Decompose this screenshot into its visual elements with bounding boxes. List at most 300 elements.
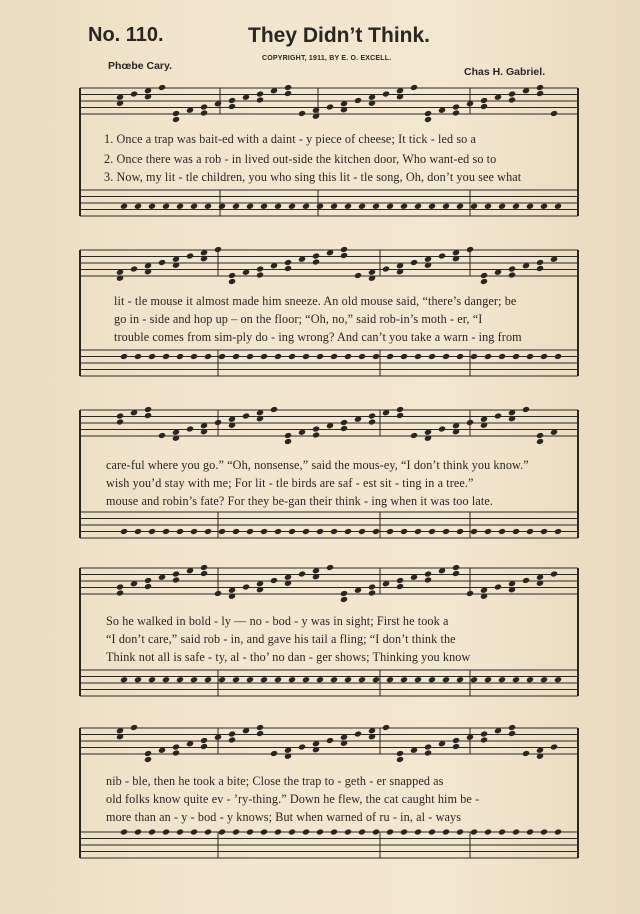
note-head bbox=[200, 737, 208, 744]
note-head bbox=[162, 828, 170, 835]
note-head bbox=[176, 676, 184, 683]
note-head bbox=[340, 246, 348, 253]
note-head bbox=[382, 724, 390, 731]
note-head bbox=[540, 203, 548, 210]
note-head bbox=[144, 583, 152, 590]
note-head bbox=[246, 828, 254, 835]
note-head bbox=[536, 84, 544, 91]
note-head bbox=[428, 353, 436, 360]
note-head bbox=[274, 203, 282, 210]
note-head bbox=[274, 676, 282, 683]
note-head bbox=[484, 353, 492, 360]
note-head bbox=[480, 736, 488, 743]
note-head bbox=[536, 90, 544, 97]
note-head bbox=[442, 528, 450, 535]
note-head bbox=[134, 528, 142, 535]
note-head bbox=[368, 412, 376, 419]
note-head bbox=[372, 676, 380, 683]
note-head bbox=[200, 743, 208, 750]
note-head bbox=[470, 203, 478, 210]
note-head bbox=[354, 97, 362, 104]
note-head bbox=[410, 432, 418, 439]
note-head bbox=[400, 676, 408, 683]
note-head bbox=[232, 676, 240, 683]
note-head bbox=[246, 676, 254, 683]
note-head bbox=[298, 110, 306, 117]
note-head bbox=[172, 110, 180, 117]
note-head bbox=[512, 676, 520, 683]
note-head bbox=[358, 353, 366, 360]
note-head bbox=[428, 528, 436, 535]
note-head bbox=[372, 828, 380, 835]
note-head bbox=[400, 353, 408, 360]
note-head bbox=[550, 570, 558, 577]
note-head bbox=[284, 432, 292, 439]
note-head bbox=[442, 828, 450, 835]
composer-credit: Chas H. Gabriel. bbox=[464, 66, 546, 78]
note-head bbox=[480, 97, 488, 104]
note-head bbox=[134, 828, 142, 835]
note-head bbox=[522, 406, 530, 413]
note-head bbox=[172, 743, 180, 750]
note-head bbox=[522, 577, 530, 584]
note-head bbox=[260, 528, 268, 535]
note-head bbox=[326, 737, 334, 744]
note-head bbox=[144, 756, 152, 763]
lyric-line-s5-v3: more than an - y - bod - y knows; But when warned of ru - in, al - ways bbox=[106, 810, 462, 824]
note-head bbox=[148, 353, 156, 360]
lyric-line-s1-v1: 1. Once a trap was bait-ed with a daint - y piece of cheese; It tick - led so a bbox=[104, 132, 477, 146]
note-head bbox=[396, 750, 404, 757]
note-head bbox=[260, 828, 268, 835]
note-head bbox=[256, 96, 264, 103]
note-head bbox=[470, 676, 478, 683]
note-head bbox=[116, 412, 124, 419]
note-head bbox=[242, 583, 250, 590]
note-head bbox=[284, 438, 292, 445]
note-head bbox=[452, 103, 460, 110]
note-head bbox=[466, 590, 474, 597]
note-head bbox=[344, 676, 352, 683]
note-head bbox=[316, 676, 324, 683]
note-head bbox=[172, 116, 180, 123]
lyric-line-s3-v1: care-ful where you go.” “Oh, nonsense,” said the mous-ey, “I don’t think you know.” bbox=[106, 458, 529, 472]
note-head bbox=[372, 353, 380, 360]
note-head bbox=[200, 564, 208, 571]
note-head bbox=[358, 528, 366, 535]
note-head bbox=[438, 425, 446, 432]
note-head bbox=[442, 353, 450, 360]
note-head bbox=[340, 419, 348, 426]
note-head bbox=[200, 570, 208, 577]
note-head bbox=[428, 676, 436, 683]
note-head bbox=[186, 425, 194, 432]
note-head bbox=[470, 353, 478, 360]
note-head bbox=[554, 828, 562, 835]
lyric-line-s4-v2: “I don’t care,” said rob - in, and gave his tail a fling; “I don’t think the bbox=[106, 632, 456, 646]
note-head bbox=[190, 528, 198, 535]
note-head bbox=[162, 528, 170, 535]
note-head bbox=[372, 203, 380, 210]
note-head bbox=[498, 676, 506, 683]
note-head bbox=[400, 203, 408, 210]
note-head bbox=[162, 353, 170, 360]
note-head bbox=[218, 353, 226, 360]
note-head bbox=[386, 203, 394, 210]
note-head bbox=[466, 419, 474, 426]
note-head bbox=[260, 203, 268, 210]
note-head bbox=[344, 528, 352, 535]
note-head bbox=[274, 828, 282, 835]
note-head bbox=[452, 737, 460, 744]
note-head bbox=[554, 203, 562, 210]
note-head bbox=[120, 676, 128, 683]
note-head bbox=[484, 828, 492, 835]
note-head bbox=[526, 676, 534, 683]
note-head bbox=[288, 676, 296, 683]
note-head bbox=[386, 676, 394, 683]
note-head bbox=[288, 353, 296, 360]
note-head bbox=[484, 203, 492, 210]
note-head bbox=[190, 203, 198, 210]
lyric-line-s1-v3: 3. Now, my lit - tle children, you who sing this lit - tle song, Oh, don’t you see what bbox=[104, 170, 522, 184]
note-head bbox=[354, 272, 362, 279]
note-head bbox=[288, 828, 296, 835]
note-head bbox=[526, 828, 534, 835]
lyric-line-s3-v3: mouse and robin’s fate? For they be-gan their think - ing when it was too late. bbox=[106, 494, 493, 508]
note-head bbox=[148, 828, 156, 835]
note-head bbox=[274, 528, 282, 535]
note-head bbox=[186, 252, 194, 259]
note-head bbox=[452, 564, 460, 571]
lyric-line-s2-v1: lit - tle mouse it almost made him sneeze. An old mouse said, “there’s danger; be bbox=[114, 294, 517, 308]
note-head bbox=[284, 84, 292, 91]
note-head bbox=[288, 528, 296, 535]
note-head bbox=[144, 406, 152, 413]
note-head bbox=[144, 577, 152, 584]
note-head bbox=[246, 353, 254, 360]
note-head bbox=[200, 103, 208, 110]
note-head bbox=[480, 278, 488, 285]
note-head bbox=[228, 97, 236, 104]
lyric-line-s5-v2: old folks know quite ev - ’ry-thing.” Down he flew, the cat caught him be - bbox=[106, 792, 480, 806]
note-head bbox=[256, 90, 264, 97]
copyright-notice: COPYRIGHT, 1911, BY E. O. EXCELL. bbox=[262, 55, 392, 62]
note-head bbox=[494, 583, 502, 590]
note-head bbox=[284, 265, 292, 272]
note-head bbox=[218, 528, 226, 535]
note-head bbox=[424, 749, 432, 756]
note-head bbox=[218, 676, 226, 683]
note-head bbox=[148, 203, 156, 210]
note-head bbox=[302, 203, 310, 210]
note-head bbox=[410, 259, 418, 266]
note-head bbox=[396, 577, 404, 584]
note-head bbox=[256, 730, 264, 737]
note-head bbox=[172, 576, 180, 583]
hymn-title: They Didn’t Think. bbox=[248, 24, 430, 47]
note-head bbox=[172, 749, 180, 756]
note-head bbox=[498, 353, 506, 360]
note-head bbox=[358, 203, 366, 210]
note-head bbox=[246, 203, 254, 210]
note-head bbox=[228, 736, 236, 743]
note-head bbox=[302, 528, 310, 535]
note-head bbox=[134, 203, 142, 210]
note-head bbox=[302, 353, 310, 360]
note-head bbox=[176, 828, 184, 835]
note-head bbox=[358, 676, 366, 683]
note-head bbox=[442, 676, 450, 683]
note-head bbox=[204, 676, 212, 683]
note-head bbox=[344, 353, 352, 360]
note-head bbox=[176, 353, 184, 360]
note-head bbox=[284, 90, 292, 97]
note-head bbox=[386, 528, 394, 535]
note-head bbox=[414, 828, 422, 835]
note-head bbox=[312, 252, 320, 259]
note-head bbox=[550, 743, 558, 750]
note-head bbox=[480, 103, 488, 110]
note-head bbox=[312, 425, 320, 432]
note-head bbox=[130, 265, 138, 272]
note-head bbox=[176, 528, 184, 535]
note-head bbox=[498, 528, 506, 535]
note-head bbox=[200, 109, 208, 116]
note-head bbox=[116, 583, 124, 590]
note-head bbox=[536, 432, 544, 439]
note-head bbox=[382, 265, 390, 272]
note-head bbox=[162, 203, 170, 210]
note-head bbox=[480, 730, 488, 737]
note-head bbox=[340, 252, 348, 259]
note-head bbox=[288, 203, 296, 210]
lyric-line-s4-v1: So he walked in bold - ly — no - bod - y was in sight; First he took a bbox=[106, 614, 449, 628]
note-head bbox=[424, 576, 432, 583]
note-head bbox=[218, 203, 226, 210]
note-head bbox=[340, 425, 348, 432]
note-head bbox=[512, 203, 520, 210]
note-head bbox=[330, 353, 338, 360]
note-head bbox=[176, 203, 184, 210]
note-head bbox=[382, 90, 390, 97]
note-head bbox=[284, 259, 292, 266]
note-head bbox=[368, 583, 376, 590]
note-head bbox=[480, 272, 488, 279]
note-head bbox=[228, 730, 236, 737]
note-head bbox=[414, 528, 422, 535]
note-head bbox=[172, 570, 180, 577]
note-head bbox=[508, 730, 516, 737]
note-head bbox=[438, 252, 446, 259]
note-head bbox=[256, 265, 264, 272]
note-head bbox=[148, 676, 156, 683]
lyric-line-s4-v3: Think not all is safe - ty, al - tho’ no dan - ger shows; Thinking you know bbox=[106, 650, 471, 664]
note-head bbox=[424, 570, 432, 577]
note-head bbox=[456, 353, 464, 360]
note-head bbox=[400, 828, 408, 835]
note-head bbox=[396, 756, 404, 763]
note-head bbox=[428, 203, 436, 210]
lyric-line-s2-v3: trouble comes from sim-ply do - ing wrong? And can’t you take a warn - ing from bbox=[114, 330, 522, 344]
note-head bbox=[396, 583, 404, 590]
note-head bbox=[526, 203, 534, 210]
note-head bbox=[354, 730, 362, 737]
note-head bbox=[424, 110, 432, 117]
note-head bbox=[424, 116, 432, 123]
note-head bbox=[134, 676, 142, 683]
note-head bbox=[456, 828, 464, 835]
note-head bbox=[456, 528, 464, 535]
note-head bbox=[368, 418, 376, 425]
note-head bbox=[540, 676, 548, 683]
note-head bbox=[512, 528, 520, 535]
note-head bbox=[260, 676, 268, 683]
note-head bbox=[428, 828, 436, 835]
note-head bbox=[130, 724, 138, 731]
note-head bbox=[302, 676, 310, 683]
note-head bbox=[522, 750, 530, 757]
note-head bbox=[120, 353, 128, 360]
note-head bbox=[298, 570, 306, 577]
note-head bbox=[452, 743, 460, 750]
note-head bbox=[232, 353, 240, 360]
note-head bbox=[214, 590, 222, 597]
note-head bbox=[256, 271, 264, 278]
note-head bbox=[340, 590, 348, 597]
note-head bbox=[414, 353, 422, 360]
note-head bbox=[158, 432, 166, 439]
note-head bbox=[414, 203, 422, 210]
note-head bbox=[316, 203, 324, 210]
note-head bbox=[484, 528, 492, 535]
note-head bbox=[358, 828, 366, 835]
note-head bbox=[452, 570, 460, 577]
note-head bbox=[554, 353, 562, 360]
note-head bbox=[316, 828, 324, 835]
note-head bbox=[540, 828, 548, 835]
note-head bbox=[554, 528, 562, 535]
note-head bbox=[144, 412, 152, 419]
note-head bbox=[372, 528, 380, 535]
note-head bbox=[134, 353, 142, 360]
note-head bbox=[452, 109, 460, 116]
note-head bbox=[204, 828, 212, 835]
note-head bbox=[232, 828, 240, 835]
note-head bbox=[414, 676, 422, 683]
note-head bbox=[270, 406, 278, 413]
note-head bbox=[456, 203, 464, 210]
note-head bbox=[116, 589, 124, 596]
note-head bbox=[246, 528, 254, 535]
note-head bbox=[344, 203, 352, 210]
note-head bbox=[120, 528, 128, 535]
note-head bbox=[536, 259, 544, 266]
note-head bbox=[508, 724, 516, 731]
note-head bbox=[470, 828, 478, 835]
note-head bbox=[540, 353, 548, 360]
note-head bbox=[466, 246, 474, 253]
note-head bbox=[270, 577, 278, 584]
note-head bbox=[470, 528, 478, 535]
note-head bbox=[330, 528, 338, 535]
note-head bbox=[512, 828, 520, 835]
note-head bbox=[232, 203, 240, 210]
note-head bbox=[494, 412, 502, 419]
note-head bbox=[386, 828, 394, 835]
note-head bbox=[498, 828, 506, 835]
note-head bbox=[508, 90, 516, 97]
poet-credit: Phœbe Cary. bbox=[108, 60, 172, 72]
note-head bbox=[214, 419, 222, 426]
note-head bbox=[442, 203, 450, 210]
note-head bbox=[228, 272, 236, 279]
note-head bbox=[344, 828, 352, 835]
lyric-line-s3-v2: wish you’d stay with me; For lit - tle birds are saf - est sit - ting in a tree.” bbox=[106, 476, 474, 490]
note-head bbox=[508, 96, 516, 103]
note-head bbox=[218, 828, 226, 835]
note-head bbox=[526, 528, 534, 535]
note-head bbox=[260, 353, 268, 360]
note-head bbox=[536, 438, 544, 445]
note-head bbox=[162, 676, 170, 683]
note-head bbox=[204, 203, 212, 210]
note-head bbox=[340, 596, 348, 603]
note-head bbox=[484, 676, 492, 683]
note-head bbox=[386, 353, 394, 360]
note-head bbox=[508, 265, 516, 272]
note-head bbox=[396, 412, 404, 419]
note-head bbox=[498, 203, 506, 210]
note-head bbox=[400, 528, 408, 535]
note-head bbox=[330, 828, 338, 835]
note-head bbox=[536, 265, 544, 272]
note-head bbox=[550, 110, 558, 117]
note-head bbox=[228, 103, 236, 110]
note-head bbox=[204, 528, 212, 535]
note-head bbox=[242, 412, 250, 419]
note-head bbox=[512, 353, 520, 360]
note-head bbox=[326, 564, 334, 571]
note-head bbox=[228, 278, 236, 285]
note-head bbox=[508, 271, 516, 278]
note-head bbox=[144, 750, 152, 757]
note-head bbox=[270, 750, 278, 757]
hymn-number: No. 110. bbox=[88, 24, 164, 46]
lyric-line-s5-v1: nib - ble, then he took a bite; Close the trap to - geth - er snapped as bbox=[106, 774, 444, 788]
note-head bbox=[312, 258, 320, 265]
note-head bbox=[396, 406, 404, 413]
note-head bbox=[456, 676, 464, 683]
note-head bbox=[204, 353, 212, 360]
note-head bbox=[120, 203, 128, 210]
lyric-line-s2-v2: go in - side and hop up – on the floor; “Oh, no,” said rob-in’s moth - er, “I bbox=[114, 312, 483, 326]
note-head bbox=[424, 743, 432, 750]
note-head bbox=[116, 418, 124, 425]
note-head bbox=[312, 431, 320, 438]
note-head bbox=[330, 676, 338, 683]
note-head bbox=[214, 246, 222, 253]
note-head bbox=[368, 589, 376, 596]
note-head bbox=[158, 84, 166, 91]
note-head bbox=[540, 528, 548, 535]
note-head bbox=[410, 84, 418, 91]
note-head bbox=[256, 724, 264, 731]
note-head bbox=[232, 528, 240, 535]
note-head bbox=[302, 828, 310, 835]
note-head bbox=[274, 353, 282, 360]
note-head bbox=[130, 90, 138, 97]
